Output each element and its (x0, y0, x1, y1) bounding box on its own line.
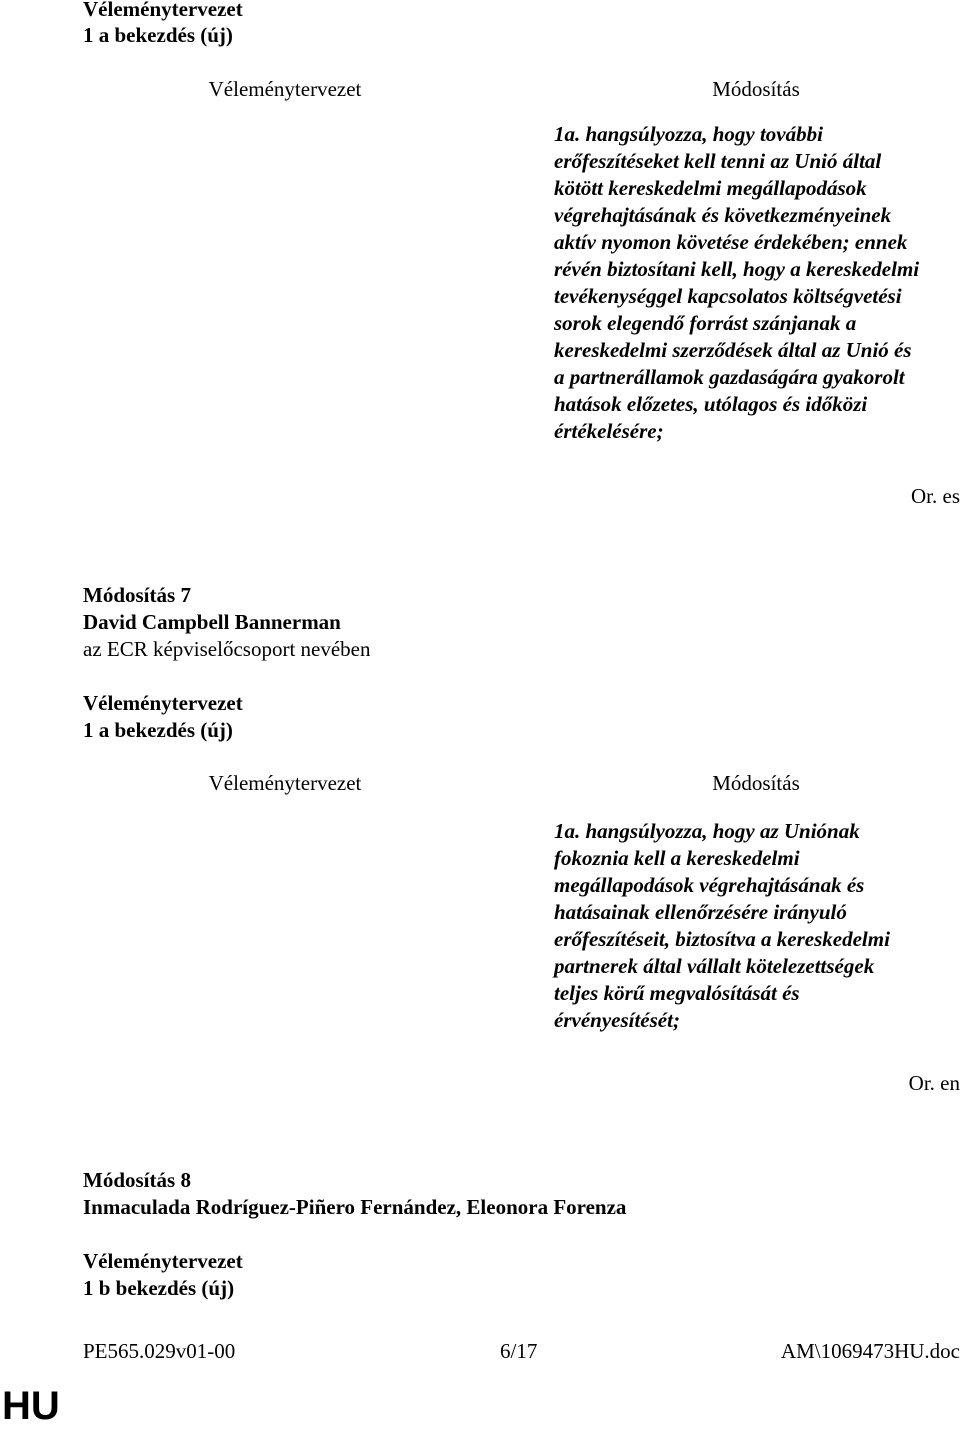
amendment-line: értékelésére; (554, 419, 664, 443)
amendment-line: kötött kereskedelmi megállapodások (554, 176, 867, 200)
amendment-line: erőfeszítéseket kell tenni az Unió által (554, 149, 882, 173)
amendment-line: aktív nyomon követése érdekében; ennek (554, 230, 908, 254)
heading-title: Véleménytervezet (83, 691, 243, 715)
document-reference: PE565.029v01-00 (83, 1339, 236, 1363)
column-header-right: Módosítás (712, 771, 800, 795)
amendment-line: a partnerállamok gazdaságára gyakorolt (554, 365, 905, 389)
amendment-line: erőfeszítéseit, biztosítva a kereskedelmi (554, 927, 890, 951)
amendment-line: teljes körű megvalósítását és (554, 981, 800, 1005)
amendment-line: sorok elegendő forrást szánjanak a (554, 311, 857, 335)
file-name: AM\1069473HU.doc (780, 1339, 960, 1363)
amendment-line: tevékenységgel kapcsolatos költségvetési (554, 284, 902, 308)
heading-paragraph: 1 b bekezdés (új) (83, 1276, 235, 1300)
language-logo: HU (2, 1384, 60, 1428)
amendment-line: 1a. hangsúlyozza, hogy további (554, 122, 823, 146)
amendment-line: hatásainak ellenőrzésére irányuló (554, 900, 847, 924)
heading-title: Véleménytervezet (83, 1249, 243, 1273)
amendment-number: 7 (180, 583, 191, 607)
column-header-left: Véleménytervezet (208, 771, 362, 795)
amendment-number: 8 (180, 1168, 191, 1192)
amendment-line: partnerek által vállalt kötelezettségek (554, 954, 875, 978)
amendment-line: fokoznia kell a kereskedelmi (554, 846, 800, 870)
amendment-author: David Campbell Bannerman (83, 610, 341, 634)
amendment-label: Módosítás (83, 1168, 176, 1192)
column-header-right: Módosítás (712, 77, 800, 101)
heading-paragraph: 1 a bekezdés (új) (83, 23, 233, 47)
original-language: Or. en (908, 1071, 960, 1095)
amendment-text-column (0, 121, 960, 451)
original-language: Or. es (911, 484, 960, 508)
amendment-line: révén biztosítani kell, hogy a kereskedelmi (554, 257, 920, 281)
amendment-group: az ECR képviselőcsoport nevében (83, 637, 371, 661)
amendment-authors: Inmaculada Rodríguez-Piñero Fernández, Eleonora Forenza (83, 1195, 627, 1219)
amendment-line: 1a. hangsúlyozza, hogy az Uniónak (554, 819, 860, 843)
amendment-line: érvényesítését; (554, 1008, 680, 1032)
amendment-line: hatások előzetes, utólagos és időközi (554, 392, 868, 416)
heading-paragraph: 1 a bekezdés (új) (83, 718, 233, 742)
column-header-left: Véleménytervezet (208, 77, 362, 101)
amendment-line: végrehajtásának és következményeinek (554, 203, 892, 227)
amendment-text-column (0, 818, 960, 1038)
page-number: 6/17 (500, 1339, 538, 1363)
heading-title: Véleménytervezet (83, 0, 243, 21)
amendment-line: kereskedelmi szerződések által az Unió és (554, 338, 912, 362)
amendment-label: Módosítás (83, 583, 176, 607)
amendment-title (83, 582, 191, 609)
amendment-title (83, 1167, 191, 1194)
amendment-line: megállapodások végrehajtásának és (554, 873, 865, 897)
